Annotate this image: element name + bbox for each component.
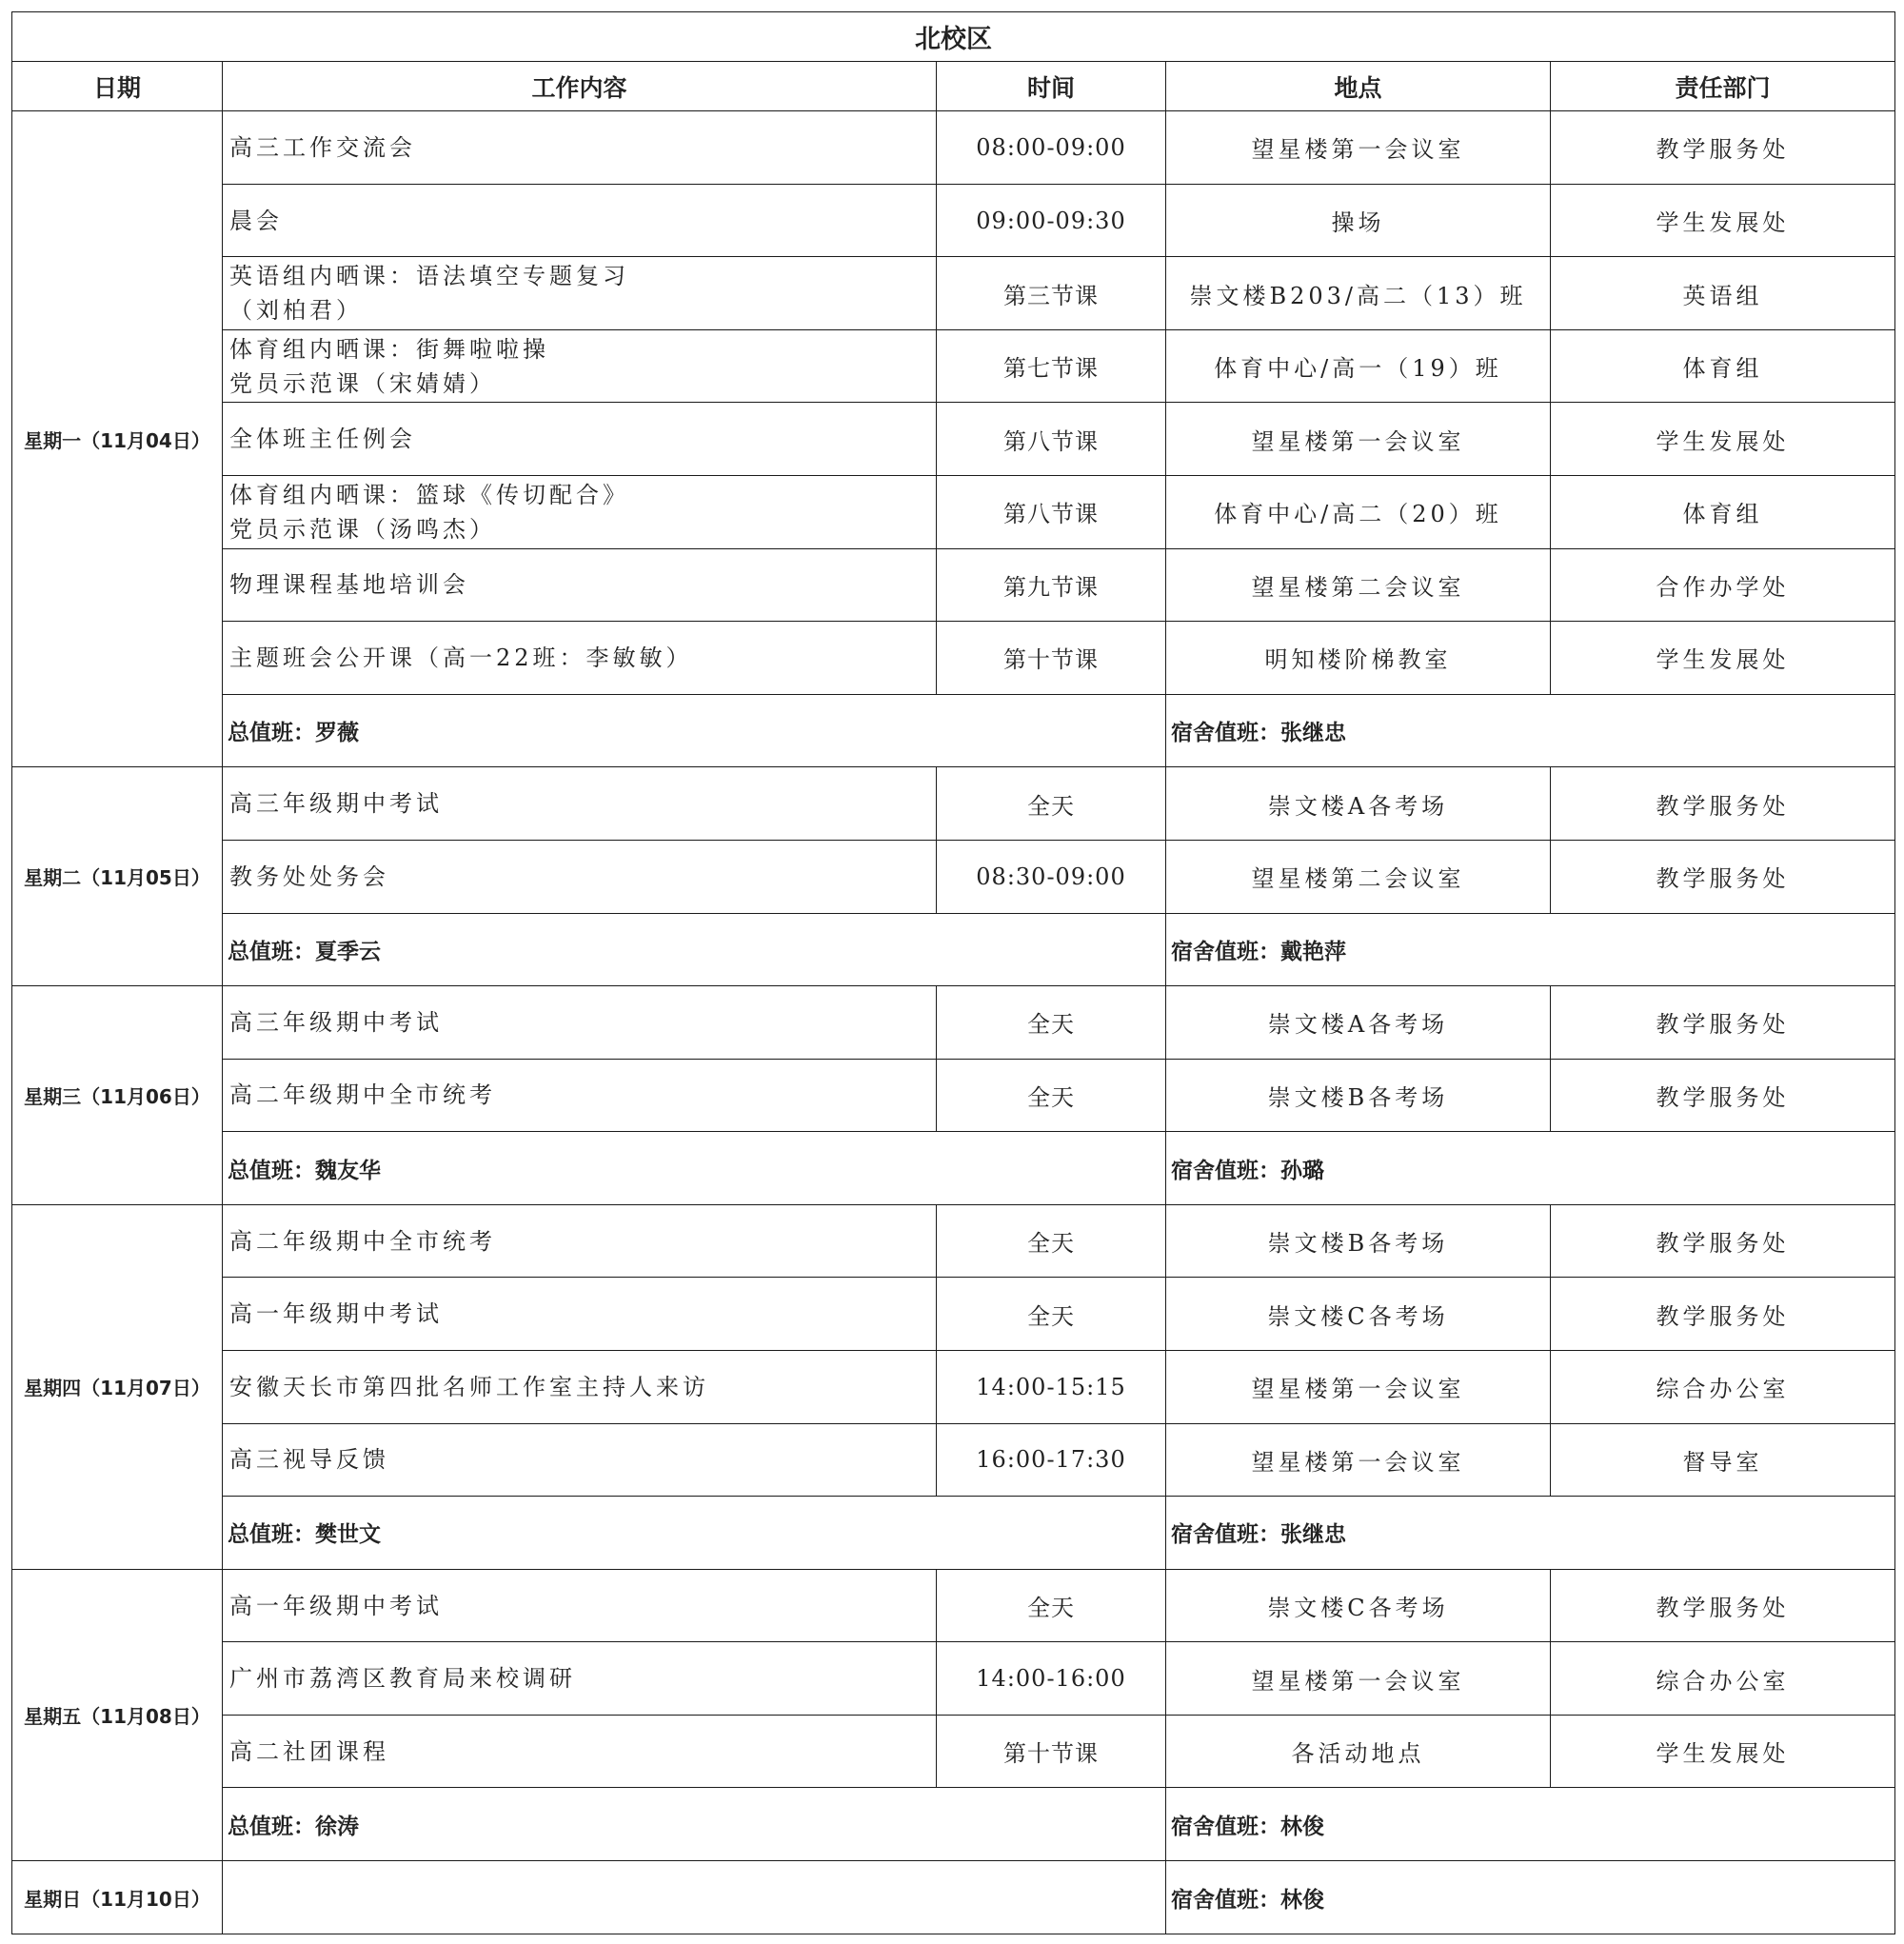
time-cell: 14:00-15:15 <box>937 1350 1166 1423</box>
time-cell: 全天 <box>937 1059 1166 1132</box>
work-content-cell: 全体班主任例会 <box>223 403 937 476</box>
work-content-cell: 高三工作交流会 <box>223 111 937 185</box>
department-cell: 教学服务处 <box>1551 1569 1895 1642</box>
table-row <box>12 1423 1895 1497</box>
place-cell: 体育中心/高一（19）班 <box>1166 329 1551 403</box>
table-row <box>12 767 1895 841</box>
table-row <box>12 840 1895 913</box>
table-row <box>12 548 1895 622</box>
department-cell: 教学服务处 <box>1551 986 1895 1060</box>
table-row <box>12 986 1895 1060</box>
header-dept: 责任部门 <box>1551 62 1895 111</box>
table-row <box>12 1278 1895 1351</box>
place-cell: 望星楼第一会议室 <box>1166 1350 1551 1423</box>
time-cell: 14:00-16:00 <box>937 1642 1166 1716</box>
dorm-duty-cell: 宿舍值班：张继忠 <box>1166 694 1895 767</box>
duty-row <box>12 1497 1895 1570</box>
place-cell: 崇文楼A各考场 <box>1166 767 1551 841</box>
work-content-cell: 高一年级期中考试 <box>223 1278 937 1351</box>
department-cell: 教学服务处 <box>1551 1059 1895 1132</box>
table-row <box>12 329 1895 403</box>
general-duty-cell: 总值班：罗薇 <box>223 694 1166 767</box>
table-row <box>12 403 1895 476</box>
header-date: 日期 <box>12 62 223 111</box>
place-cell: 崇文楼C各考场 <box>1166 1569 1551 1642</box>
time-cell: 第十节课 <box>937 1715 1166 1788</box>
time-cell: 09:00-09:30 <box>937 184 1166 257</box>
department-cell: 教学服务处 <box>1551 111 1895 185</box>
department-cell: 教学服务处 <box>1551 840 1895 913</box>
title-row <box>12 12 1895 62</box>
table-title: 北校区 <box>12 12 1895 62</box>
work-content-cell: 物理课程基地培训会 <box>223 548 937 622</box>
time-cell: 第七节课 <box>937 329 1166 403</box>
place-cell: 崇文楼B各考场 <box>1166 1059 1551 1132</box>
work-content-cell: 教务处处务会 <box>223 840 937 913</box>
department-cell: 学生发展处 <box>1551 622 1895 695</box>
duty-row <box>12 1861 1895 1934</box>
place-cell: 望星楼第二会议室 <box>1166 548 1551 622</box>
place-cell: 望星楼第一会议室 <box>1166 1642 1551 1716</box>
table-row <box>12 257 1895 330</box>
time-cell: 08:30-09:00 <box>937 840 1166 913</box>
work-content-cell: 主题班会公开课（高一22班：李敏敏） <box>223 622 937 695</box>
time-cell: 08:00-09:00 <box>937 111 1166 185</box>
duty-row <box>12 694 1895 767</box>
work-content-cell: 高三年级期中考试 <box>223 767 937 841</box>
department-cell: 学生发展处 <box>1551 403 1895 476</box>
dorm-duty-cell: 宿舍值班：林俊 <box>1166 1788 1895 1861</box>
schedule-table <box>11 11 1895 1934</box>
work-content-cell: 高二年级期中全市统考 <box>223 1204 937 1278</box>
work-content-cell: 英语组内晒课：语法填空专题复习 （刘柏君） <box>223 257 937 330</box>
date-cell: 星期二（11月05日） <box>12 767 223 986</box>
table-row <box>12 111 1895 185</box>
place-cell: 望星楼第一会议室 <box>1166 403 1551 476</box>
place-cell: 操场 <box>1166 184 1551 257</box>
work-content-cell: 高二社团课程 <box>223 1715 937 1788</box>
department-cell: 教学服务处 <box>1551 767 1895 841</box>
header-place: 地点 <box>1166 62 1551 111</box>
place-cell: 崇文楼A各考场 <box>1166 986 1551 1060</box>
time-cell: 全天 <box>937 767 1166 841</box>
department-cell: 学生发展处 <box>1551 1715 1895 1788</box>
department-cell: 综合办公室 <box>1551 1642 1895 1716</box>
place-cell: 望星楼第一会议室 <box>1166 111 1551 185</box>
duty-row <box>12 913 1895 986</box>
department-cell: 体育组 <box>1551 329 1895 403</box>
place-cell: 望星楼第二会议室 <box>1166 840 1551 913</box>
dorm-duty-cell: 宿舍值班：林俊 <box>1166 1861 1895 1934</box>
general-duty-cell: 总值班：魏友华 <box>223 1132 1166 1205</box>
duty-row <box>12 1132 1895 1205</box>
header-time: 时间 <box>937 62 1166 111</box>
header-row <box>12 62 1895 111</box>
time-cell: 第十节课 <box>937 622 1166 695</box>
place-cell: 望星楼第一会议室 <box>1166 1423 1551 1497</box>
work-content-cell: 高三年级期中考试 <box>223 986 937 1060</box>
time-cell: 第八节课 <box>937 403 1166 476</box>
work-content-cell: 高一年级期中考试 <box>223 1569 937 1642</box>
table-row <box>12 1059 1895 1132</box>
time-cell: 第三节课 <box>937 257 1166 330</box>
time-cell: 全天 <box>937 1569 1166 1642</box>
work-content-cell: 晨会 <box>223 184 937 257</box>
dorm-duty-cell: 宿舍值班：戴艳萍 <box>1166 913 1895 986</box>
table-row <box>12 1642 1895 1716</box>
time-cell: 第八节课 <box>937 476 1166 549</box>
work-content-cell: 体育组内晒课：篮球《传切配合》 党员示范课（汤鸣杰） <box>223 476 937 549</box>
place-cell: 崇文楼B203/高二（13）班 <box>1166 257 1551 330</box>
table-row <box>12 1350 1895 1423</box>
date-cell: 星期三（11月06日） <box>12 986 223 1205</box>
table-row <box>12 1204 1895 1278</box>
place-cell: 明知楼阶梯教室 <box>1166 622 1551 695</box>
time-cell: 全天 <box>937 1278 1166 1351</box>
place-cell: 各活动地点 <box>1166 1715 1551 1788</box>
header-content: 工作内容 <box>223 62 937 111</box>
work-content-cell: 高三视导反馈 <box>223 1423 937 1497</box>
time-cell: 全天 <box>937 1204 1166 1278</box>
department-cell: 督导室 <box>1551 1423 1895 1497</box>
general-duty-cell <box>223 1861 1166 1934</box>
place-cell: 崇文楼B各考场 <box>1166 1204 1551 1278</box>
work-content-cell: 体育组内晒课：街舞啦啦操 党员示范课（宋婧婧） <box>223 329 937 403</box>
time-cell: 16:00-17:30 <box>937 1423 1166 1497</box>
date-cell: 星期五（11月08日） <box>12 1569 223 1860</box>
work-content-cell: 安徽天长市第四批名师工作室主持人来访 <box>223 1350 937 1423</box>
department-cell: 合作办学处 <box>1551 548 1895 622</box>
duty-row <box>12 1788 1895 1861</box>
table-row <box>12 1569 1895 1642</box>
department-cell: 综合办公室 <box>1551 1350 1895 1423</box>
work-content-cell: 广州市荔湾区教育局来校调研 <box>223 1642 937 1716</box>
date-cell: 星期一（11月04日） <box>12 111 223 767</box>
table-row <box>12 622 1895 695</box>
table-row <box>12 1715 1895 1788</box>
table-row <box>12 476 1895 549</box>
time-cell: 全天 <box>937 986 1166 1060</box>
table-row <box>12 184 1895 257</box>
department-cell: 教学服务处 <box>1551 1278 1895 1351</box>
department-cell: 教学服务处 <box>1551 1204 1895 1278</box>
date-cell: 星期四（11月07日） <box>12 1204 223 1569</box>
date-cell: 星期日（11月10日） <box>12 1861 223 1934</box>
department-cell: 学生发展处 <box>1551 184 1895 257</box>
department-cell: 英语组 <box>1551 257 1895 330</box>
place-cell: 体育中心/高二（20）班 <box>1166 476 1551 549</box>
general-duty-cell: 总值班：樊世文 <box>223 1497 1166 1570</box>
work-content-cell: 高二年级期中全市统考 <box>223 1059 937 1132</box>
department-cell: 体育组 <box>1551 476 1895 549</box>
dorm-duty-cell: 宿舍值班：孙璐 <box>1166 1132 1895 1205</box>
general-duty-cell: 总值班：徐涛 <box>223 1788 1166 1861</box>
time-cell: 第九节课 <box>937 548 1166 622</box>
general-duty-cell: 总值班：夏季云 <box>223 913 1166 986</box>
dorm-duty-cell: 宿舍值班：张继忠 <box>1166 1497 1895 1570</box>
place-cell: 崇文楼C各考场 <box>1166 1278 1551 1351</box>
